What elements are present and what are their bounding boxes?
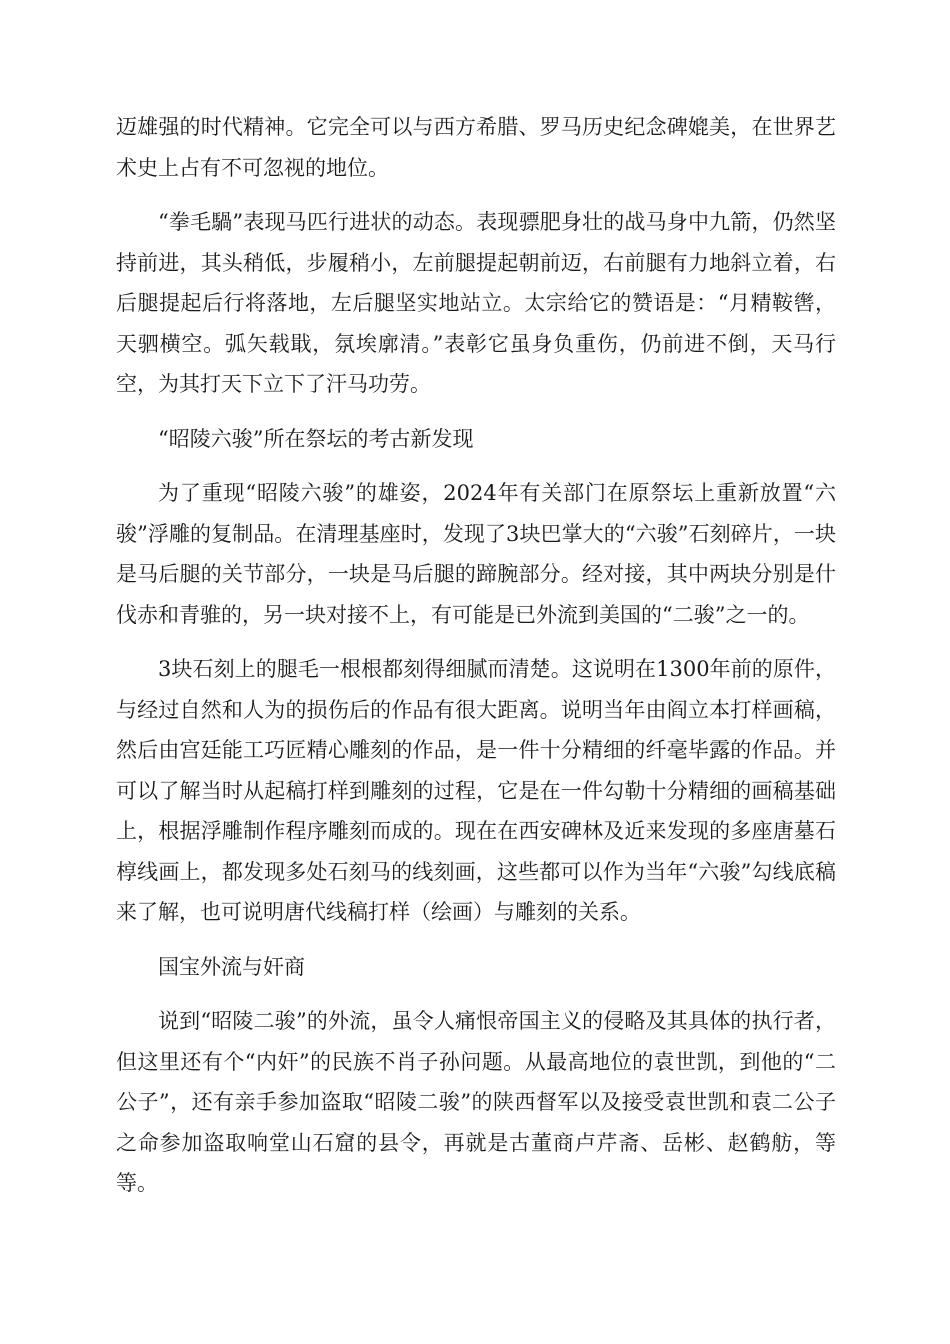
section-heading-altar-discovery: “昭陵六骏”所在祭坛的考古新发现 — [158, 426, 474, 451]
paragraph-continuation: 迈雄强的时代精神。它完全可以与西方希腊、罗马历史纪念碑媲美，在世界艺术史上占有不可忽视的地位。 — [116, 115, 836, 180]
paragraph-replica-fragments: 为了重现“昭陵六骏”的雄姿，2024年有关部门在原祭坛上重新放置“六骏”浮雕的复制品。在清理基座时，发现了3块巴掌大的“六骏”石刻碎片，一块是马后腿的关节部分，一块是马后腿的蹄腕部分。经对接，其中两块分别是什伐赤和青骓的，另一块对接不上，有可能是已外流到美国的“二骏”之一的。 — [116, 481, 836, 627]
paragraph-stone-carving-detail: 3块石刻上的腿毛一根根都刻得细腻而清楚。这说明在1300年前的原件，与经过自然和人为的损伤后的作品有很大距离。说明当年由阎立本打样画稿，然后由宫廷能工巧匠精心雕刻的作品，是一件十分精细的纤毫毕露的作品。并可以了解当时从起稿打样到雕刻的过程，它是在一件勾勒十分精细的画稿基础上，根据浮雕制作程序雕刻而成的。现在在西安碑林及近来发现的多座唐墓石椁线画上，都发现多处石刻马的线刻画，这些都可以作为当年“六骏”勾线底稿来了解，也可说明唐代线稿打样（绘画）与雕刻的关系。 — [116, 657, 836, 924]
section-heading-treasure-outflow: 国宝外流与奸商 — [158, 954, 305, 979]
document-body — [116, 107, 836, 1218]
paragraph-traitors: 说到“昭陵二骏”的外流，虽令人痛恨帝国主义的侵略及其具体的执行者，但这里还有个“内奸”的民族不肖子孙问题。从最高地位的袁世凯，到他的“二公子”，还有亲手参加盗取“昭陵二骏”的陕西督军以及接受袁世凯和袁二公子之命参加盗取响堂山石窟的县令，再就是古董商卢芹斋、岳彬、赵鹤舫，等等。 — [116, 1009, 836, 1195]
paragraph-quanmaogua: “拳毛騧”表现马匹行进状的动态。表现骠肥身壮的战马身中九箭，仍然坚持前进，其头稍低，步履稍小，左前腿提起朝前迈，右前腿有力地斜立着，右后腿提起后行将落地，左后腿坚实地站立。太宗给它的赞语是：“月精鞍辔，天驷横空。弧矢载戢，氛埃廓清。”表彰它虽身负重伤，仍前进不倒，天马行空，为其打天下立下了汗马功劳。 — [116, 210, 836, 396]
